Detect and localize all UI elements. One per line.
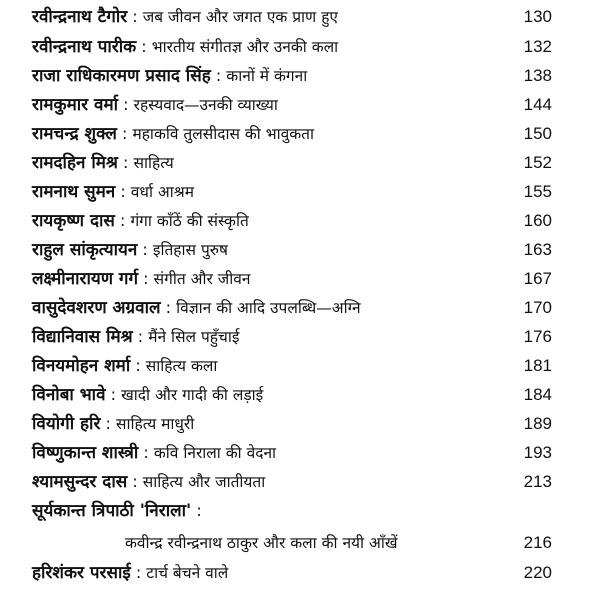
author-name: रामदहिन मिश्र: [32, 153, 118, 173]
author-name: रामनाथ सुमन: [32, 182, 116, 202]
page-number: 170: [523, 298, 552, 317]
page-number: 144: [523, 95, 552, 114]
separator: :: [160, 298, 177, 317]
work-title: मैंने सिल पहुँचाई: [148, 328, 240, 346]
work-title: महाकवि तुलसीदास की भावुकता: [132, 125, 315, 143]
separator: :: [127, 472, 143, 491]
toc-entry: [32, 4, 552, 30]
page-number: 152: [523, 153, 552, 172]
page-number: 163: [523, 240, 552, 259]
author-name: रवीन्द्रनाथ पारीक: [32, 37, 137, 57]
page-number: 184: [523, 385, 552, 404]
work-title: कानों में कंगना: [226, 67, 308, 85]
separator: :: [118, 95, 134, 114]
page-number: 138: [523, 66, 552, 85]
toc-entry: [32, 34, 552, 60]
separator: :: [114, 211, 131, 230]
work-title: साहित्य माधुरी: [115, 415, 195, 433]
toc-entry: [32, 63, 552, 89]
toc-entry: [32, 560, 552, 586]
separator: :: [115, 182, 131, 201]
toc-entry: [32, 411, 552, 437]
toc-entry: [32, 324, 552, 350]
work-title: गंगा काँठें की संस्कृति: [130, 212, 249, 230]
separator: :: [100, 414, 116, 433]
work-title: जब जीवन और जगत एक प्राण हुए: [142, 8, 338, 26]
author-name: राजा राधिकारमण प्रसाद सिंह: [32, 66, 211, 86]
toc-entry: [32, 150, 552, 176]
toc-entry: [32, 353, 552, 379]
author-name: विनयमोहन शर्मा: [32, 356, 131, 376]
toc-entry: [32, 295, 552, 321]
work-title: इतिहास पुरुष: [152, 241, 228, 259]
separator: :: [191, 501, 202, 520]
author-name: श्यामसुन्दर दास: [32, 472, 128, 492]
author-name: वियोगी हरि: [32, 414, 101, 434]
toc-entry-continuation: [125, 530, 552, 556]
work-title: खादी और गादी की लड़ाई: [121, 386, 264, 404]
page-number: 220: [523, 563, 552, 582]
page-number: 132: [523, 37, 552, 56]
page-number: 160: [523, 211, 552, 230]
work-title: साहित्य कला: [145, 357, 218, 375]
author-name: राहुल सांकृत्यायन: [32, 240, 138, 260]
author-name: रवीन्द्रनाथ टैगोर: [32, 7, 128, 27]
toc-entry: [32, 179, 552, 205]
work-title: साहित्य: [133, 154, 174, 172]
author-name: लक्ष्मीनारायण गर्ग: [32, 269, 139, 289]
author-name: हरिशंकर परसाई: [32, 563, 131, 583]
page-number: 155: [523, 182, 552, 201]
work-title: भारतीय संगीतज्ञ और उनकी कला: [151, 38, 339, 56]
separator: :: [138, 269, 154, 288]
author-name: वासुदेवशरण अग्रवाल: [32, 298, 161, 318]
work-title: विज्ञान की आदि उपलब्धि—अग्नि: [176, 299, 361, 317]
separator: :: [117, 153, 134, 172]
toc-entry: [32, 121, 552, 147]
page-number: 130: [523, 7, 552, 26]
author-name: विष्णुकान्त शास्त्री: [32, 443, 139, 463]
author-name: विनोबा भावे: [32, 385, 106, 405]
separator: :: [136, 37, 152, 56]
page-number: 167: [523, 269, 552, 288]
author-name: विद्यानिवास मिश्र: [32, 327, 133, 347]
page-number: 213: [523, 472, 552, 491]
page-number: 150: [523, 124, 552, 143]
work-title: कवि निराला की वेदना: [153, 444, 277, 462]
page-number: 216: [523, 533, 552, 552]
separator: :: [210, 66, 227, 85]
work-title: कवीन्द्र रवीन्द्रनाथ ठाकुर और कला की नयी आँखें: [125, 534, 398, 552]
author-name: रामकुमार वर्मा: [32, 95, 119, 115]
work-title: रहस्यवाद—उनकी व्याख्या: [133, 96, 278, 114]
page-number: 181: [523, 356, 552, 375]
toc-entry: [32, 469, 552, 495]
page-number: 193: [523, 443, 552, 462]
separator: :: [130, 563, 147, 582]
separator: :: [137, 240, 153, 259]
separator: :: [105, 385, 122, 404]
separator: :: [130, 356, 146, 375]
toc-entry: [32, 498, 552, 524]
toc-entry: [32, 382, 552, 408]
toc-entry: [32, 440, 552, 466]
separator: :: [138, 443, 154, 462]
separator: :: [116, 124, 133, 143]
separator: :: [132, 327, 149, 346]
toc-entry: [32, 92, 552, 118]
work-title: साहित्य और जातीयता: [142, 473, 266, 491]
toc-entry: [32, 237, 552, 263]
toc-entry: [32, 266, 552, 292]
work-title: वर्धा आश्रम: [130, 183, 194, 201]
work-title: संगीत और जीवन: [153, 270, 251, 288]
separator: :: [127, 7, 143, 26]
author-name: सूर्यकान्त त्रिपाठी 'निराला': [32, 501, 192, 521]
author-name: रामचन्द्र शुक्ल: [32, 124, 117, 144]
author-name: रायकृष्ण दास: [32, 211, 115, 231]
work-title: टार्च बेचने वाले: [146, 564, 229, 582]
page-number: 189: [523, 414, 552, 433]
toc-entry: [32, 208, 552, 234]
page-number: 176: [523, 327, 552, 346]
